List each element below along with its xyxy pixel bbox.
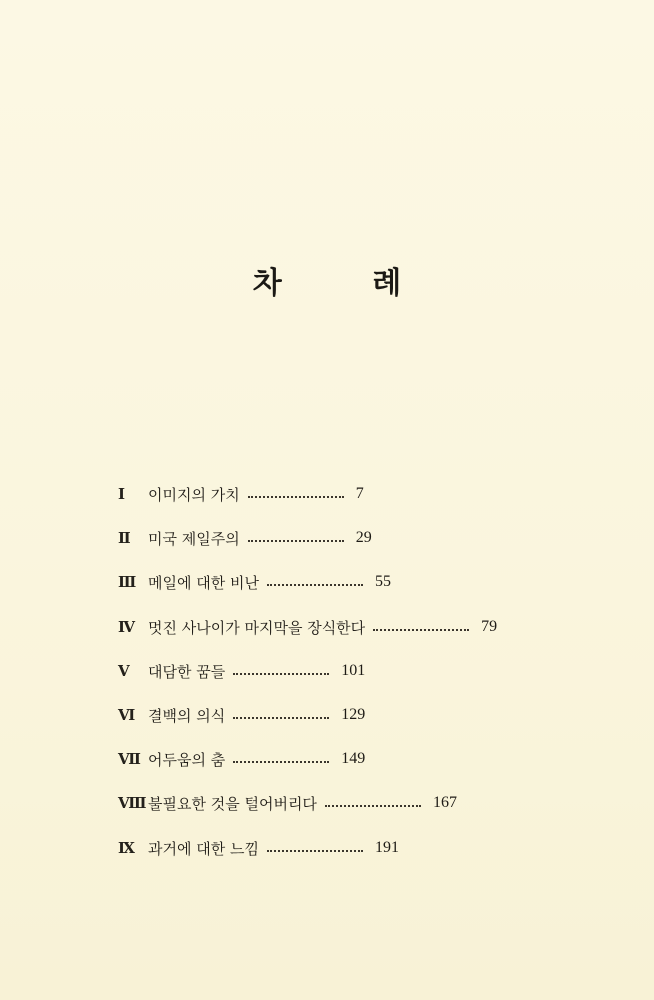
toc-entry[interactable]	[118, 702, 365, 728]
toc-entry[interactable]	[118, 481, 364, 507]
dot-leader	[267, 582, 363, 586]
chapter-numeral: Ⅳ	[118, 619, 136, 636]
chapter-numeral: Ⅰ	[118, 486, 126, 503]
chapter-numeral: Ⅴ	[118, 663, 130, 680]
page-number: 129	[341, 706, 366, 723]
chapter-title: 미국 제일주의	[148, 529, 240, 548]
chapter-title: 이미지의 가치	[148, 485, 240, 504]
chapter-title: 대담한 꿈들	[148, 662, 226, 681]
page-number: 101	[341, 662, 366, 679]
page-number: 167	[432, 794, 457, 811]
chapter-title: 결백의 의식	[148, 706, 226, 725]
chapter-numeral: Ⅶ	[118, 751, 141, 768]
page-number: 149	[341, 750, 366, 767]
dot-leader	[248, 538, 344, 542]
dot-leader	[373, 627, 469, 631]
page-number: 29	[355, 529, 372, 546]
dot-leader	[233, 715, 329, 719]
page-title: 차 례	[252, 266, 442, 301]
chapter-title: 과거에 대한 느낌	[148, 839, 259, 858]
chapter-numeral: Ⅸ	[118, 840, 135, 857]
dot-leader	[233, 759, 329, 763]
toc-entry[interactable]	[118, 746, 365, 772]
toc-entry[interactable]	[118, 835, 399, 861]
dot-leader	[248, 494, 344, 498]
page-number: 55	[374, 573, 391, 590]
toc-entry[interactable]	[118, 525, 372, 551]
chapter-numeral: Ⅵ	[118, 707, 136, 724]
toc-entry[interactable]	[118, 790, 457, 816]
chapter-numeral: Ⅱ	[118, 530, 131, 547]
chapter-title: 멋진 사나이가 마지막을 장식한다	[148, 618, 366, 637]
page-number: 79	[481, 618, 498, 635]
toc-entry[interactable]	[118, 658, 365, 684]
dot-leader	[267, 848, 363, 852]
toc-entry[interactable]	[118, 569, 391, 595]
chapter-title: 어두움의 춤	[148, 750, 226, 769]
chapter-title: 불필요한 것을 털어버리다	[148, 794, 317, 813]
chapter-numeral: Ⅲ	[118, 574, 137, 591]
dot-leader	[233, 671, 329, 675]
page-number: 7	[355, 485, 364, 502]
chapter-numeral: Ⅷ	[118, 795, 147, 812]
toc-entry[interactable]	[118, 614, 497, 640]
page-number: 191	[374, 839, 399, 856]
chapter-title: 메일에 대한 비난	[148, 573, 259, 592]
dot-leader	[325, 803, 421, 807]
